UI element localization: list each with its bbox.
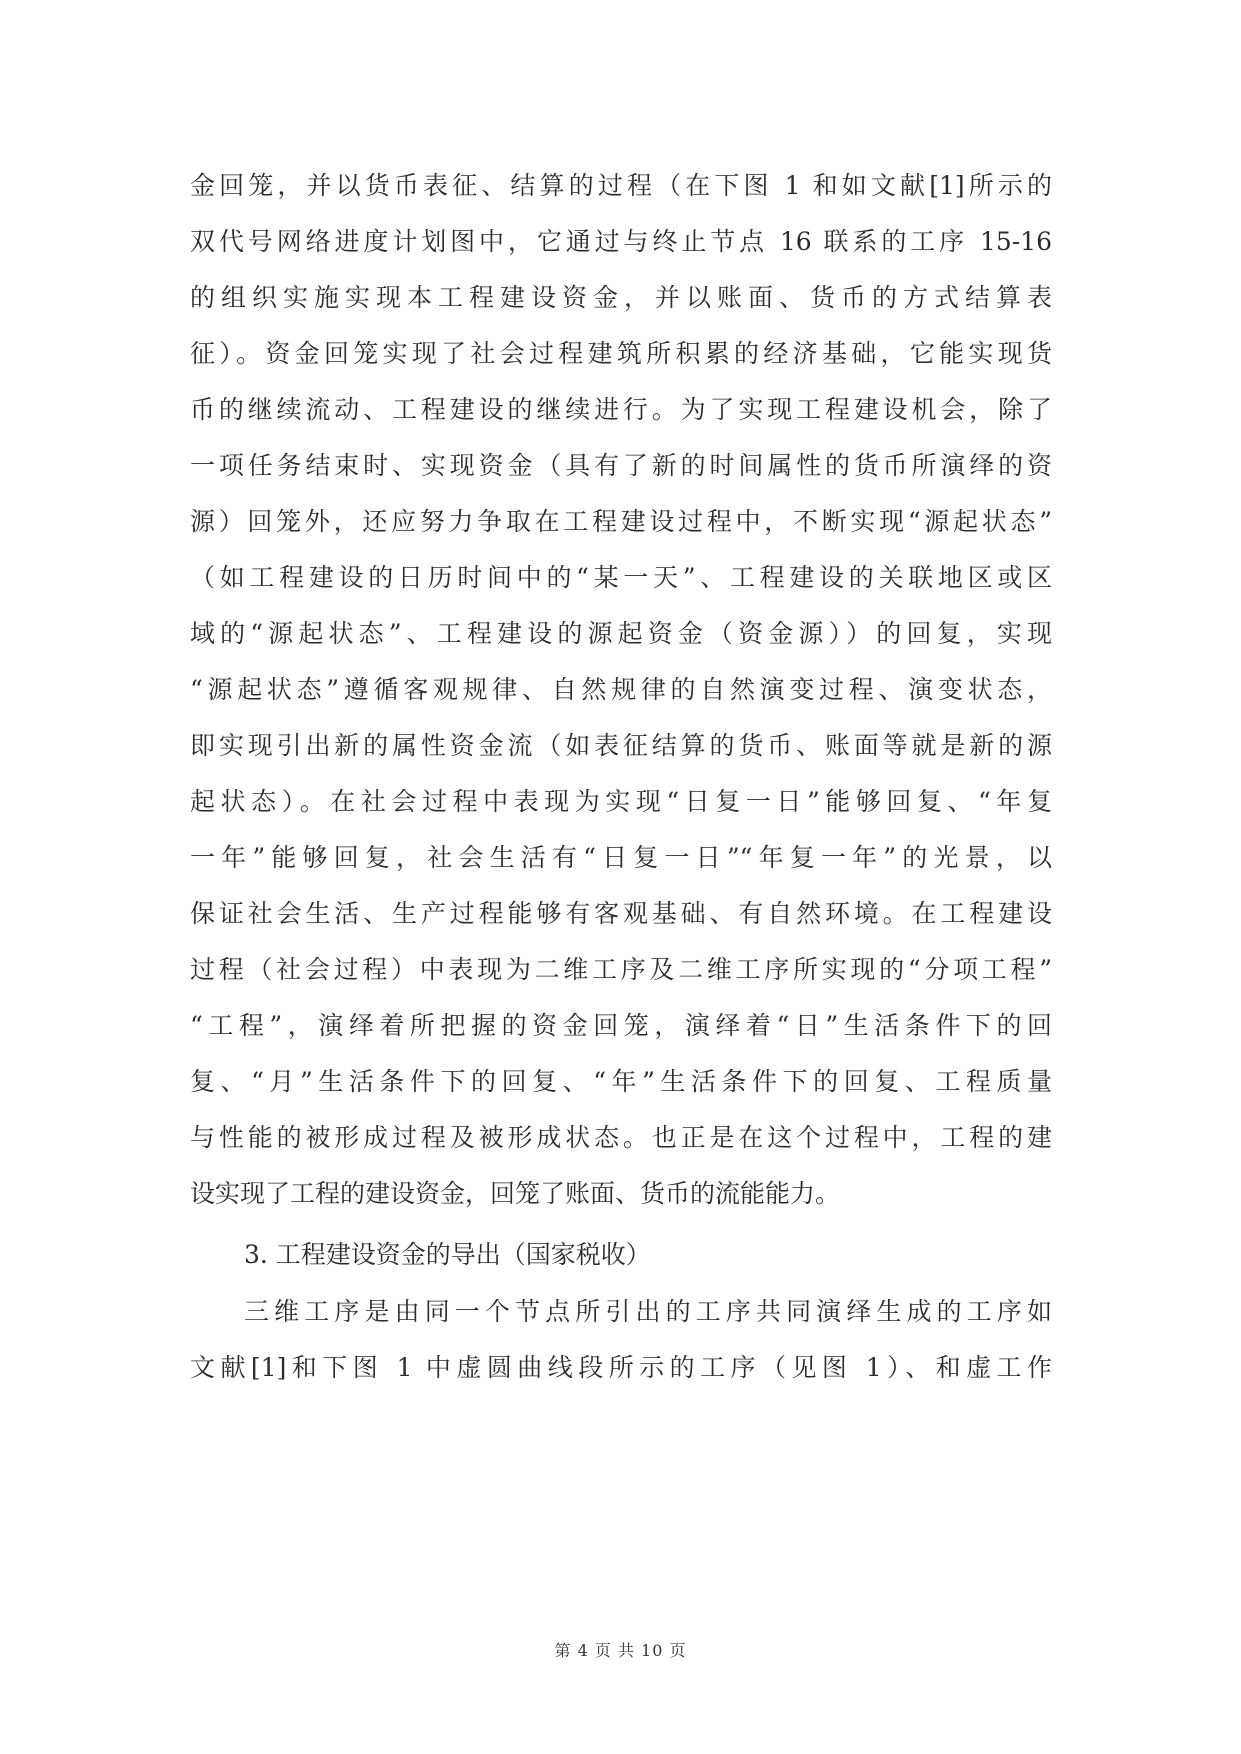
paragraph-line: “源起状态”遵循客观规律、自然规律的自然演变过程、演变状态， <box>190 675 1052 704</box>
paragraph-line: 与性能的被形成过程及被形成状态。也正是在这个过程中，工程的建 <box>190 1123 1052 1152</box>
paragraph-line: 过程（社会过程）中表现为二维工序及二维工序所实现的“分项工程” <box>190 955 1052 984</box>
paragraph-line: 三维工序是由同一个节点所引出的工序共同演绎生成的工序如 <box>244 1297 1052 1326</box>
paragraph-line: “工程”，演绎着所把握的资金回笼，演绎着“日”生活条件下的回 <box>190 1011 1052 1040</box>
paragraph-line: 的组织实施实现本工程建设资金，并以账面、货币的方式结算表 <box>190 283 1052 312</box>
paragraph-line: 征）。资金回笼实现了社会过程建筑所积累的经济基础，它能实现货 <box>190 339 1052 368</box>
paragraph-line: 一年”能够回复，社会生活有“日复一日”“年复一年”的光景，以 <box>190 843 1052 872</box>
paragraph-line: 源）回笼外，还应努力争取在工程建设过程中，不断实现“源起状态” <box>190 507 1052 536</box>
paragraph-line: 币的继续流动、工程建设的继续进行。为了实现工程建设机会，除了 <box>190 395 1052 424</box>
paragraph-line: 双代号网络进度计划图中，它通过与终止节点 16 联系的工序 15-16 <box>190 227 1052 256</box>
paragraph-line: 复、“月”生活条件下的回复、“年”生活条件下的回复、工程质量 <box>190 1067 1052 1096</box>
body-text <box>190 158 1052 1396</box>
paragraph-line: （如工程建设的日历时间中的“某一天”、工程建设的关联地区或区 <box>190 563 1052 592</box>
paragraph-line: 保证社会生活、生产过程能够有客观基础、有自然环境。在工程建设 <box>190 899 1052 928</box>
paragraph-line: 设实现了工程的建设资金，回笼了账面、货币的流能能力。 <box>190 1179 841 1208</box>
paragraph-line: 即实现引出新的属性资金流（如表征结算的货币、账面等就是新的源 <box>190 731 1052 760</box>
paragraph-2 <box>190 1284 1052 1396</box>
paragraph-1 <box>190 158 1052 1222</box>
paragraph-line: 文献[1]和下图 1 中虚圆曲线段所示的工序（见图 1）、和虚工作 <box>190 1353 1052 1382</box>
paragraph-line: 起状态）。在社会过程中表现为实现“日复一日”能够回复、“年复 <box>190 787 1052 816</box>
paragraph-line: 金回笼，并以货币表征、结算的过程（在下图 1 和如文献[1]所示的 <box>190 171 1052 200</box>
paragraph-line: 一项任务结束时、实现资金（具有了新的时间属性的货币所演绎的资 <box>190 451 1052 480</box>
paragraph-line: 域的“源起状态”、工程建设的源起资金（资金源））的回复，实现 <box>190 619 1052 648</box>
section-heading: 3. 工程建设资金的导出（国家税收） <box>244 1240 651 1269</box>
page-footer: 第 4 页 共 10 页 <box>554 1641 687 1660</box>
